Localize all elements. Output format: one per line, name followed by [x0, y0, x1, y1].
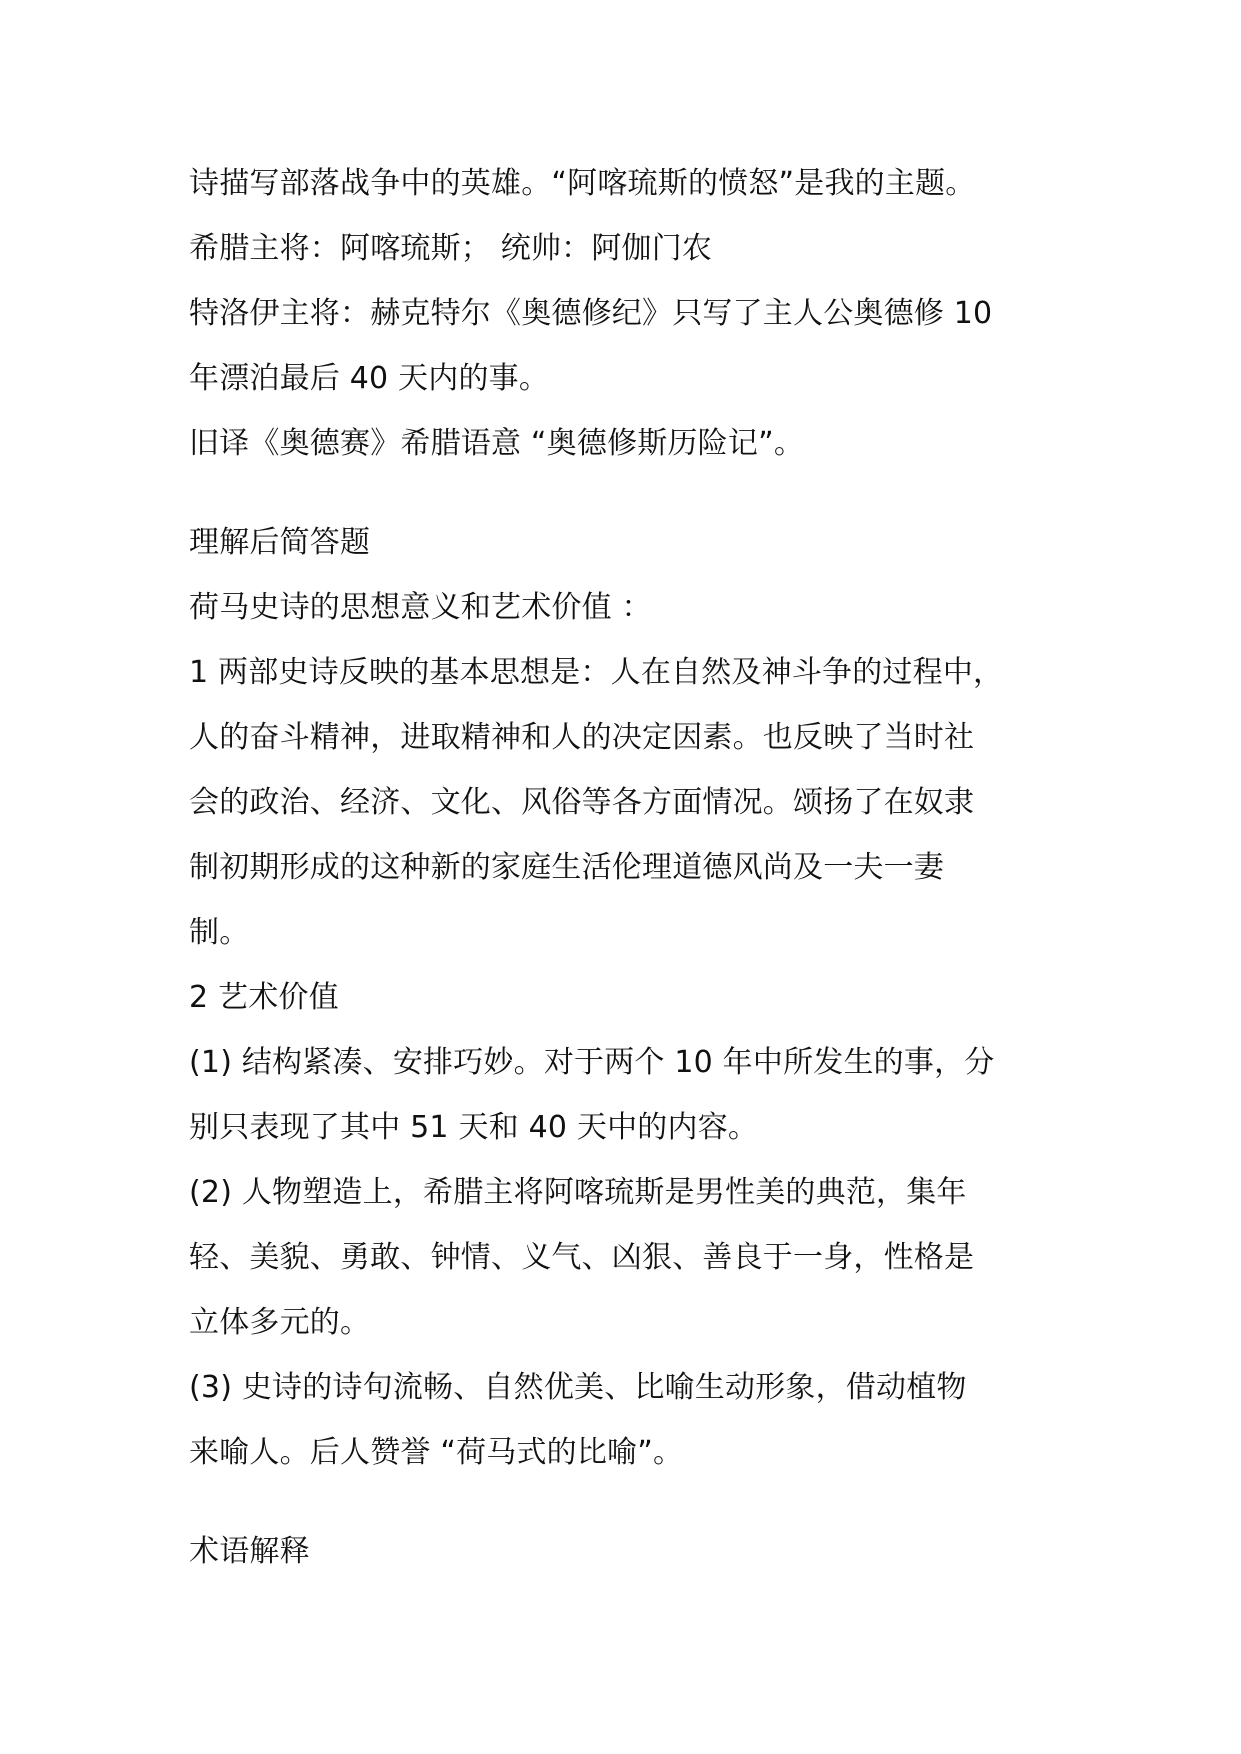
section-heading: 理解后简答题: [189, 525, 371, 560]
text-line: 2 艺术价值: [189, 980, 339, 1015]
text-line: 会的政治、经济、文化、风俗等各方面情况。颂扬了在奴隶: [189, 785, 975, 820]
text-line: 来喻人。后人赞誉 “荷马式的比喻”。: [189, 1435, 684, 1470]
text-line: 希腊主将：阿喀琉斯； 统帅：阿伽门农: [189, 231, 713, 266]
text-line: 诗描写部落战争中的英雄。“阿喀琉斯的愤怒”是我的主题。: [189, 166, 976, 201]
text-line: 制。: [189, 915, 250, 950]
text-line: (2) 人物塑造上，希腊主将阿喀琉斯是男性美的典范，集年: [189, 1175, 967, 1210]
section-heading: 术语解释: [189, 1534, 310, 1569]
text-line: 别只表现了其中 51 天和 40 天中的内容。: [189, 1110, 759, 1145]
text-line: (1) 结构紧凑、安排巧妙。对于两个 10 年中所发生的事，分: [189, 1045, 995, 1080]
text-line: (3) 史诗的诗句流畅、自然优美、比喻生动形象，借动植物: [189, 1370, 967, 1405]
text-line: 年漂泊最后 40 天内的事。: [189, 361, 550, 396]
text-line: 立体多元的。: [189, 1305, 371, 1340]
text-line: 1 两部史诗反映的基本思想是：人在自然及神斗争的过程中，: [189, 655, 1004, 690]
text-line: 轻、美貌、勇敢、钟情、义气、凶狠、善良于一身，性格是: [189, 1240, 975, 1275]
text-line: 旧译《奥德赛》希腊语意 “奥德修斯历险记”。: [189, 426, 805, 461]
text-line: 特洛伊主将：赫克特尔《奥德修纪》只写了主人公奥德修 10: [189, 296, 993, 331]
text-line: 制初期形成的这种新的家庭生活伦理道德风尚及一夫一妻: [189, 850, 944, 885]
text-line: 荷马史诗的思想意义和艺术价值 ：: [189, 590, 652, 625]
text-line: 人的奋斗精神，进取精神和人的决定因素。也反映了当时社: [189, 720, 975, 755]
